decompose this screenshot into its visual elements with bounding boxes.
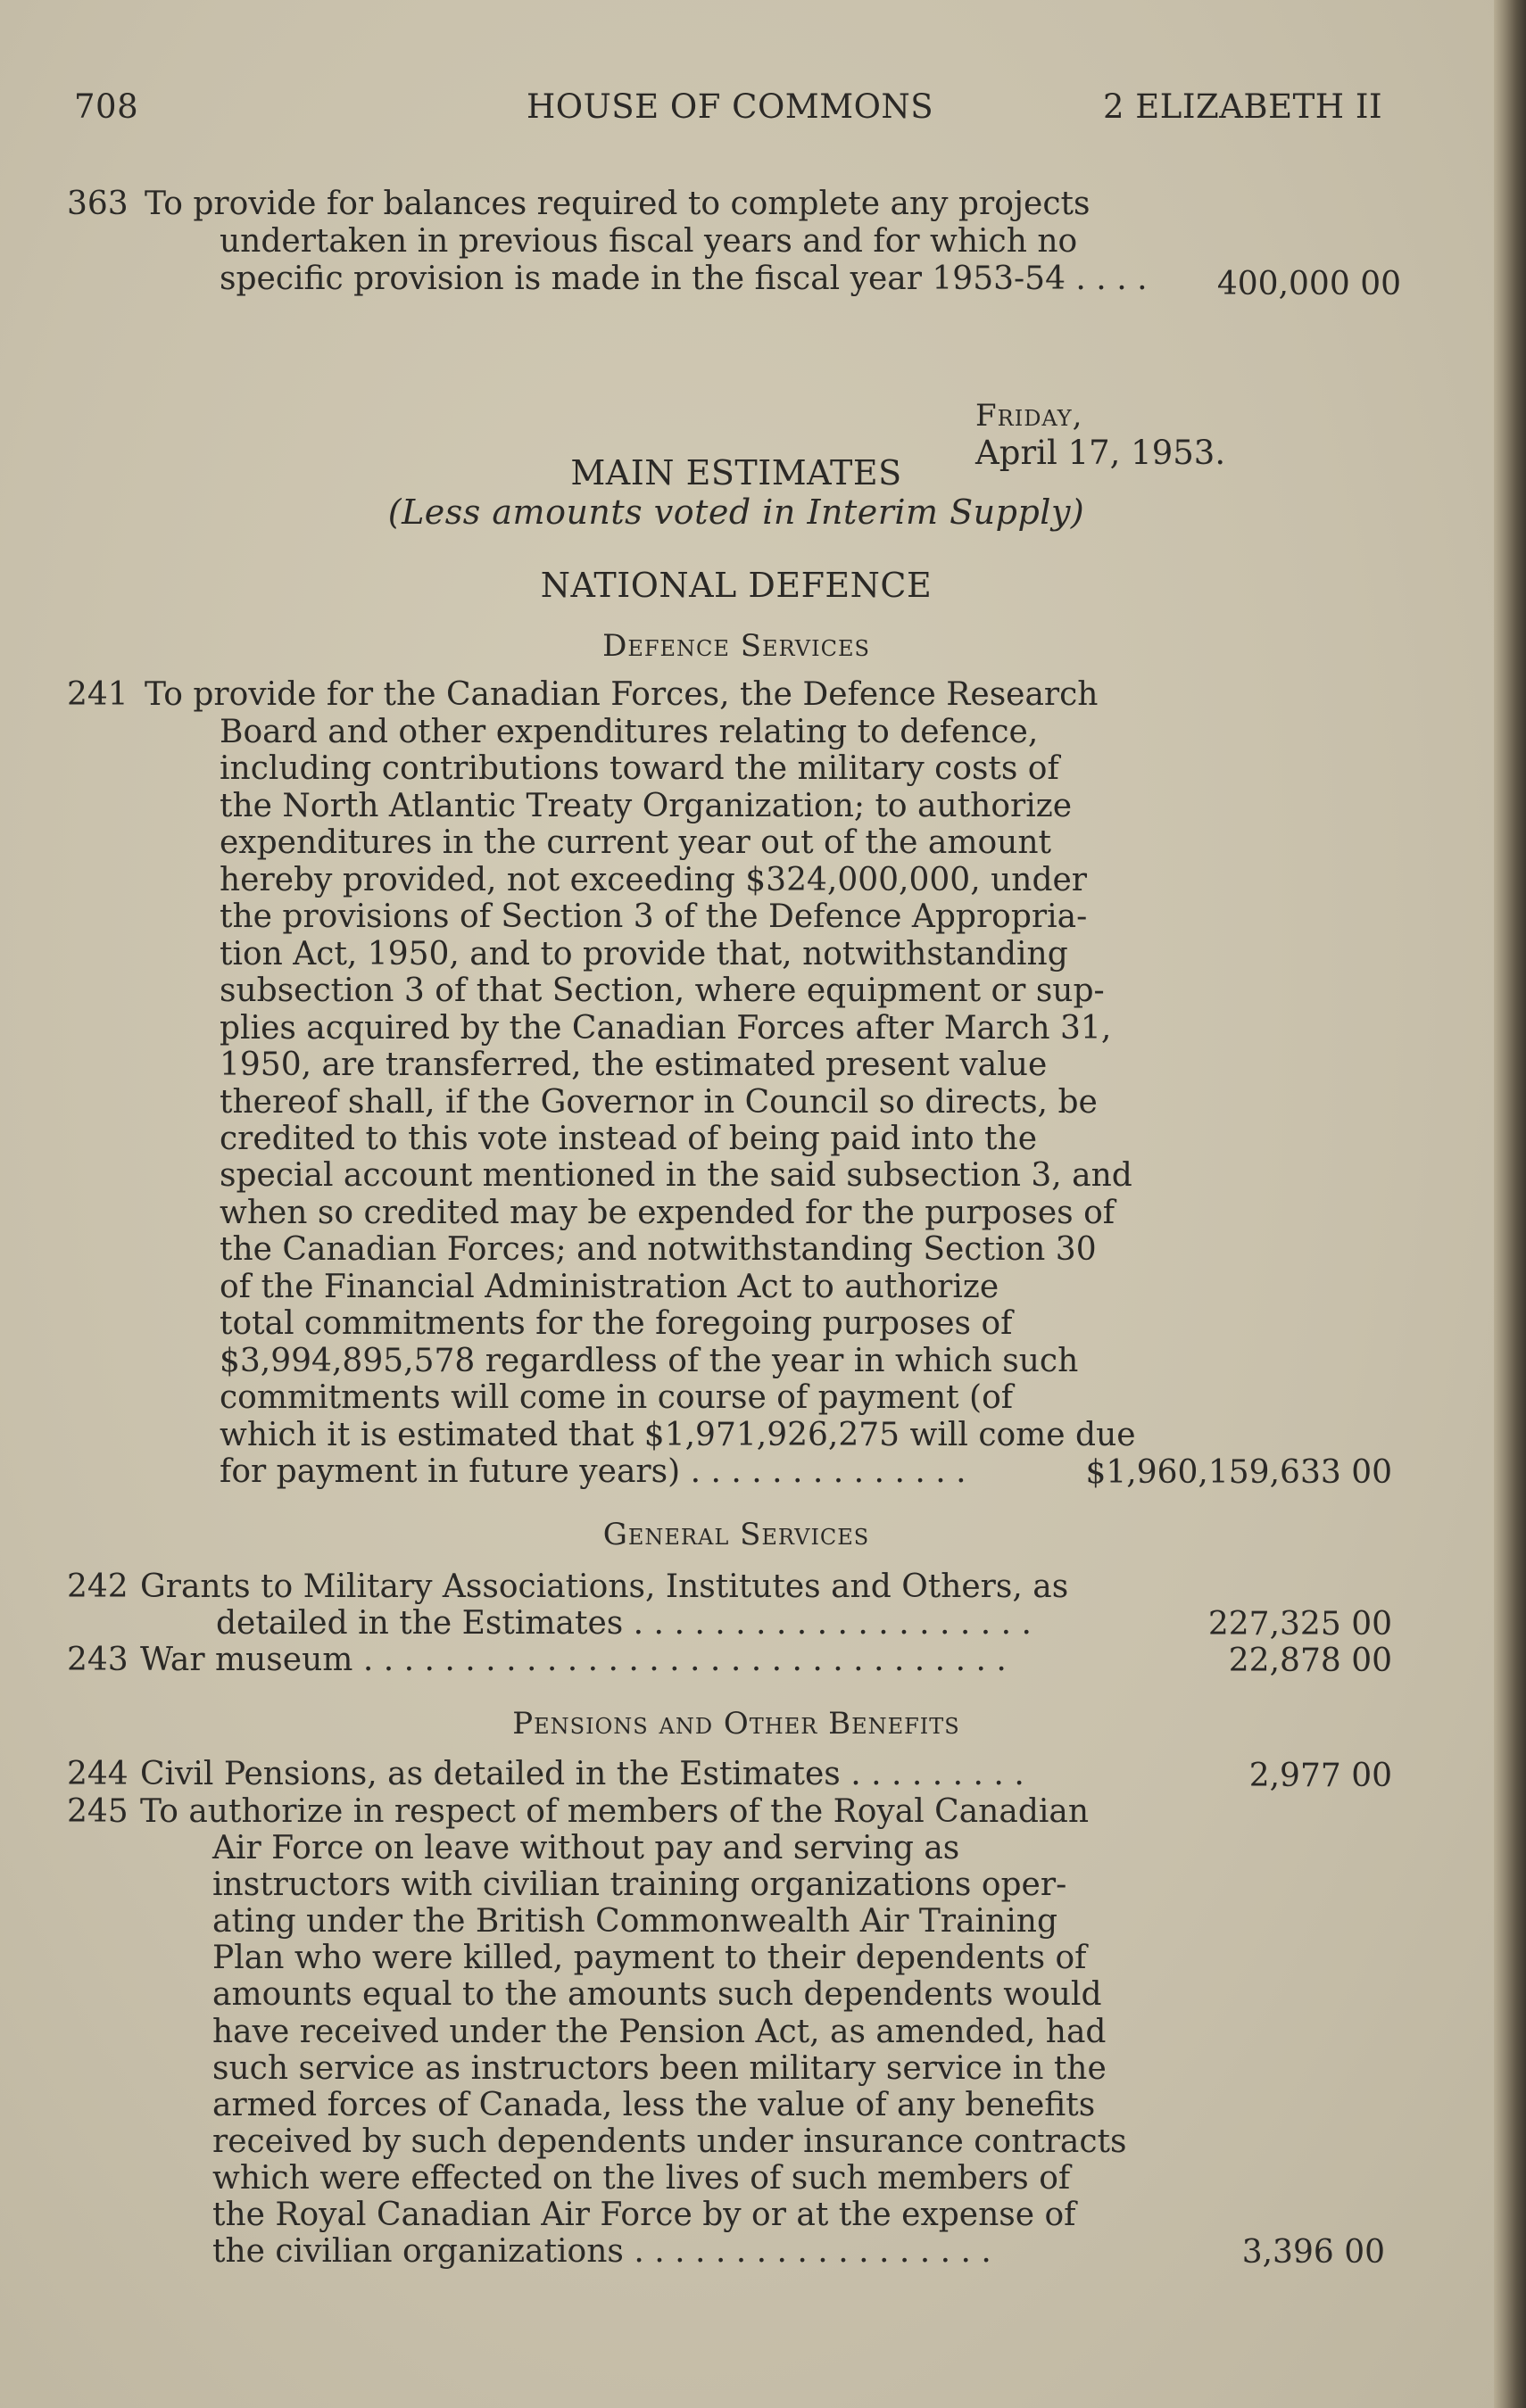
item-text-line: thereof shall, if the Governor in Council so directs, be [220, 1083, 1098, 1121]
section-heading-defence: Defence Services [602, 628, 870, 664]
item-text-line: Air Force on leave without pay and serving as [212, 1830, 960, 1866]
item-text-line: special account mentioned in the said subsection 3, and [220, 1157, 1132, 1195]
item-text-line: instructors with civilian training organizations oper- [212, 1866, 1067, 1904]
item-number: 245 [67, 1793, 129, 1830]
item-amount: 227,325 00 [1207, 1606, 1392, 1643]
item-text-line: the North Atlantic Treaty Organization; to authorize [220, 787, 1073, 824]
item-text-line: the Canadian Forces; and notwithstanding Section 30 [220, 1231, 1097, 1269]
item-text-line: To provide for balances required to complete any projects [145, 186, 1091, 222]
item-text-line: specific provision is made in the fiscal year 1953-54 . . . . [220, 261, 1148, 297]
main-estimates-heading: MAIN ESTIMATES [570, 453, 902, 492]
item-text-line: detailed in the Estimates . . . . . . . . . . . . . . . . . . . . [216, 1605, 1032, 1642]
item-text-line: such service as instructors been military service in the [212, 2049, 1107, 2087]
item-text-line: which were effected on the lives of such members of [212, 2159, 1071, 2197]
item-text-line: Board and other expenditures relating to defence, [220, 714, 1039, 750]
item-amount: 3,396 00 [1241, 2234, 1385, 2271]
item-text-line: the civilian organizations . . . . . . . . . . . . . . . . . . [212, 2233, 991, 2271]
item-text-line: the Royal Canadian Air Force by or at the expense of [212, 2197, 1076, 2233]
item-text-line: To authorize in respect of members of the Royal Canadian [140, 1793, 1090, 1830]
less-amounts-subheading [0, 492, 1472, 532]
item-text-line: when so credited may be expended for the purposes of [220, 1194, 1115, 1231]
page-gutter-edge [1494, 0, 1526, 2408]
item-text-line: Civil Pensions, as detailed in the Estimates . . . . . . . . . [140, 1756, 1024, 1792]
item-amount: 22,878 00 [1228, 1643, 1392, 1679]
item-text-line: have received under the Pension Act, as amended, had [212, 2013, 1107, 2050]
running-title: HOUSE OF COMMONS [527, 87, 934, 126]
item-text-line: armed forces of Canada, less the value of any benefits [212, 2086, 1096, 2123]
item-number: 241 [67, 676, 129, 713]
department-heading: NATIONAL DEFENCE [540, 566, 933, 605]
item-text-line: 1950, are transferred, the estimated present value [220, 1047, 1048, 1084]
item-number: 244 [67, 1756, 129, 1792]
item-amount: 2,977 00 [1248, 1758, 1392, 1794]
item-text-line: the provisions of Section 3 of the Defence Appropria- [220, 898, 1088, 936]
item-text-line: Plan who were killed, payment to their dependents of [212, 1940, 1087, 1977]
item-text-line: undertaken in previous fiscal years and for which no [220, 223, 1078, 260]
item-text-line: tion Act, 1950, and to provide that, notwithstanding [220, 935, 1068, 972]
item-text-line: ating under the British Commonwealth Air Training [212, 1903, 1057, 1940]
item-text-line: including contributions toward the military costs of [220, 750, 1059, 788]
section-heading-pensions: Pensions and Other Benefits [512, 1706, 960, 1742]
item-text-line: Grants to Military Associations, Institutes and Others, as [140, 1568, 1069, 1605]
item-text-line: War museum . . . . . . . . . . . . . . . . . . . . . . . . . . . . . . . . [140, 1642, 1007, 1678]
section-heading-general: General Services [602, 1517, 870, 1552]
item-text-line: total commitments for the foregoing purposes of [220, 1305, 1013, 1343]
item-text-line: hereby provided, not exceeding $324,000,000, under [220, 861, 1088, 898]
item-text-line: of the Financial Administration Act to authorize [220, 1268, 999, 1305]
item-amount: $1,960,159,633 00 [1085, 1454, 1392, 1491]
item-text-line: credited to this vote instead of being paid into the [220, 1120, 1038, 1157]
page-number: 708 [74, 87, 139, 126]
item-text-line: subsection 3 of that Section, where equipment or sup- [220, 972, 1105, 1010]
item-text-line: received by such dependents under insurance contracts [212, 2123, 1127, 2160]
item-number: 242 [67, 1568, 129, 1605]
item-amount: 400,000 00 [1216, 266, 1401, 302]
item-number: 363 [67, 186, 129, 222]
item-text-line: $3,994,895,578 regardless of the year in which such [220, 1342, 1079, 1379]
sitting-date-text: April 17, 1953. [975, 434, 1226, 472]
regnal-year: 2 ELIZABETH II [1103, 87, 1383, 126]
sitting-day: Friday, [975, 398, 1083, 434]
item-text-line: amounts equal to the amounts such dependents would [212, 1976, 1102, 2014]
item-text-line: plies acquired by the Canadian Forces after March 31, [220, 1009, 1112, 1047]
item-text-line: commitments will come in course of payment (of [220, 1379, 1014, 1417]
item-text-line: expenditures in the current year out of the amount [220, 824, 1051, 862]
item-text-line: for payment in future years) . . . . . . . . . . . . . . [220, 1453, 966, 1490]
item-number: 243 [67, 1642, 129, 1678]
item-text-line: To provide for the Canadian Forces, the Defence Research [145, 676, 1099, 713]
item-text-line: which it is estimated that $1,971,926,275 will come due [220, 1416, 1136, 1453]
less-amounts-text: (Less amounts voted in Interim Supply) [387, 492, 1085, 532]
